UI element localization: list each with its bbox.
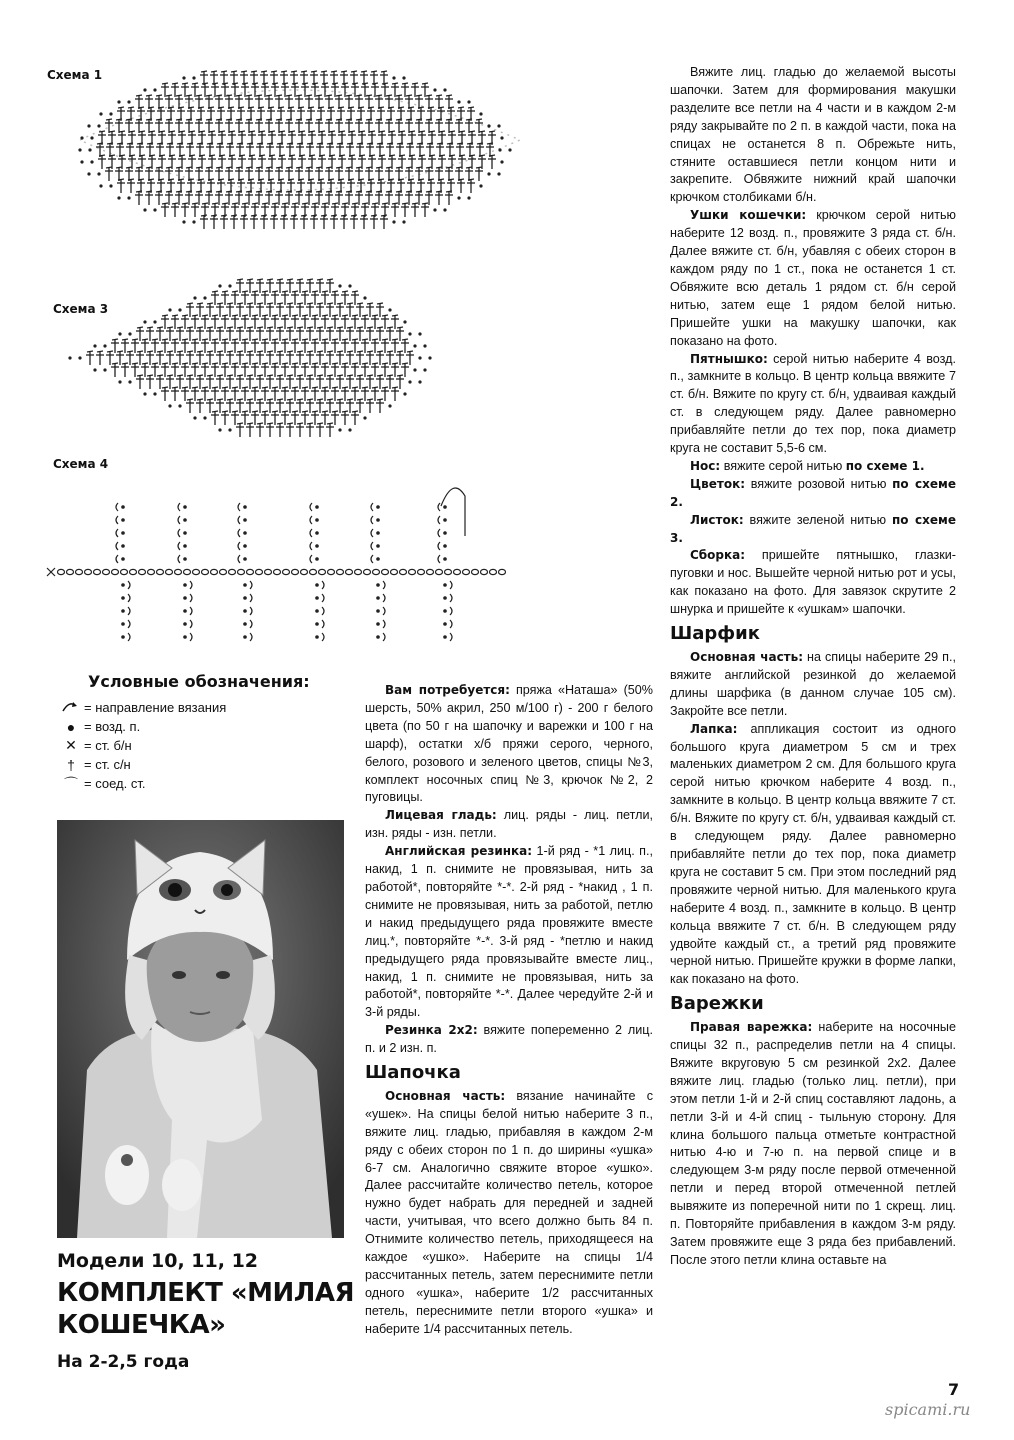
age-label: На 2-2,5 года: [57, 1352, 190, 1372]
paragraph-right-mitten: Правая варежка: наберите на носочные спицы 32 п., распределив петли на 4 спицы. Вяжите вкруговую 5 см резинкой 2х2. Далее вяжите лиц. гладью (только лиц. петли), при этом петли 1-й и 2-й спиц составляют ладонь, а петли 3-й и 4-й спиц - тыльную сторону. Для клина большого пальца отметьте контрастной нитью 4-ю и 7-ю п. на первой спице и в следующем 3-м ряду после первой отмеченной петли и перед второй отмеченной петлей вывяжите из поперечной нити по 1 скрещ. лиц. п. Повторяйте прибавления в каждом 3-м ряду. Затем провяжите еще 3 ряда без прибавлений. После этого петли клина оставьте на: [670, 1020, 956, 1267]
scheme-4-diagram: [45, 476, 515, 661]
legend-item: † = ст. с/н: [58, 755, 338, 774]
paragraph-spot: Пятнышко: серой нитью наберите 4 возд. п., замкните в кольцо. В центр кольца ввяжите 7 ст. б/н. Вяжите по кругу ст. б/н, удваивая каждый ст. в следующем ряду. Далее равномерно прибавляйте петли до тех пор, пока диаметр круга не составит 5,5-6 см.: [670, 351, 956, 456]
paragraph-stockinette: Лицевая гладь: лиц. ряды - лиц. петли, изн. ряды - изн. петли.: [365, 808, 654, 841]
paragraph-materials: Вам потребуется: пряжа «Наташа» (50% шерсть, 50% акрил, 250 м/100 г) - 200 г белого цвета (по 50 г на шапочку и варежки и 100 г на шарф), остатки х/б пряжи серого, черного, белого, розового и зеленого цветов, спицы №3, комплект носочных спиц №3, крючок №2, 2 пуговицы.: [365, 683, 653, 805]
paragraph-paw: Лапка: аппликация состоит из одного большого круга диаметром 5 см и трех маленьких диаметром 2 см. Для большого круга серой нитью крючком наберите 4 возд. п., замкните в кольцо. В центр кольца ввяжите 7 ст. б/н. Вяжите по кругу ст. б/н, удваивая каждый ст. в следующем ряду. Далее равномерно прибавляйте петли до тех пор, пока диаметр круга не составит 5 см. При этом последний ряд провяжите черной нитью. Для маленького круга наберите 4 возд. п., замкните в кольцо. В центр кольца ввяжите 7 ст. б/н. В следующем ряду удвойте каждый ст., а третий ряд провяжите черной нитью. Пришейте кружки в форме лапки, как показано на фото.: [670, 721, 956, 987]
heading-mittens: Варежки: [670, 993, 764, 1015]
legend-title: Условные обозначения:: [88, 672, 310, 691]
paragraph-hat-cont: Вяжите лиц. гладью до желаемой высоты шапочки. Затем для формирования макушки разделите все петли на 4 части и в каждом 2-м ряду закрывайте по 2 п. в каждой части, пока на спицах не останется 8 п. Обрежьте нить, стяните оставшиеся петли концом нити и закрепите. Обвяжите нижний край шапочки крючком столбиками б/н.: [670, 65, 956, 205]
dagger-icon: †: [67, 756, 75, 773]
middle-column: [365, 682, 653, 1339]
paragraph-leaf: Листок: вяжите зеленой нитью по схеме 3.: [670, 512, 956, 545]
scheme-1-label: Схема 1: [47, 68, 103, 82]
scheme-4-label: Схема 4: [53, 457, 109, 471]
legend-item: ● = возд. п.: [58, 717, 338, 736]
direction-arrow-icon: [58, 699, 84, 716]
watermark: spicami.ru: [885, 1400, 971, 1419]
heading-hat: Шапочка: [365, 1062, 461, 1084]
paragraph-scarf-main: Основная часть: на спицы наберите 29 п., вяжите английской резинкой до желаемой длины шарфика (в данном случае 105 см). Закройте все петли.: [670, 650, 956, 718]
paragraph-nose: Нос: вяжите серой нитью по схеме 1.: [690, 458, 925, 473]
scheme-3-label: Схема 3: [53, 302, 109, 316]
paragraph-hat-main: Основная часть: вязание начинайте с «ушек». На спицы белой нитью наберите 3 п., вяжите лиц. гладью, прибавляя в каждом 2-м ряду с обеих сторон по 1 п. до ширины «ушка» 6-7 см. Аналогично свяжите второе «ушко». Далее рассчитайте количество петель, которое нужно будет набрать для передней и задней части, учитывая, что всего должно быть 84 п. Отнимите количество петель, приходящееся на каждое «ушко». Наберите на спицы 1/4 рассчитанных петель, затем переснимите петли одного «ушка», наберите 1/2 рассчитанных петель, переснимите петли второго «ушка» и наберите 1/4 рассчитанных петель.: [365, 1088, 653, 1336]
child-in-cat-hat-image: [57, 820, 344, 1238]
paragraph-assembly: Сборка: пришейте пятнышко, глазки-пуговки и нос. Вышейте черной нитью рот и усы, как показано на фото. Для завязок скрутите 2 шнурка и пришейте к «ушкам» шапочки.: [670, 548, 956, 617]
legend-item: ⌒ = соед. ст.: [58, 774, 338, 793]
models-label: Модели 10, 11, 12: [57, 1250, 259, 1272]
chain-dot-icon: ●: [66, 718, 76, 735]
child-photo: [57, 820, 344, 1238]
set-title-line2: КОШЕЧКА»: [57, 1310, 226, 1340]
legend-item: ✕ = ст. б/н: [58, 736, 338, 755]
legend-item: = направление вязания: [58, 698, 338, 717]
page-number: 7: [948, 1380, 960, 1399]
paragraph-flower: Цветок: вяжите розовой нитью по схеме 2.: [670, 476, 956, 509]
paragraph-rib-2x2: Резинка 2х2: вяжите попеременно 2 лиц. п. и 2 изн. п.: [365, 1023, 653, 1056]
legend: [88, 672, 310, 691]
scheme-1-diagram: [60, 60, 540, 245]
paragraph-cat-ears: Ушки кошечки: крючком серой нитью наберите 12 возд. п., провяжите 3 ряда ст. б/н. Далее вяжите ст. б/н, убавляя с обеих сторон в каждом ряду по 1 ст., пока не останется 1 ст. Обвяжите всю деталь 1 рядом ст. б/н серой нитью, затем еще 1 рядом белой нитью. Пришейте ушки на макушку шапочки, как показано на фото.: [670, 208, 956, 348]
scheme-3-diagram: [60, 268, 520, 453]
set-title-line1: КОМПЛЕКТ «МИЛАЯ: [57, 1278, 355, 1308]
paragraph-english-rib: Английская резинка: 1-й ряд - *1 лиц. п., накид, 1 п. снимите не провязывая, нить за работой*, повторяйте *-*. 2-й ряд - *накид , 1 п. снимите не провязывая, нить за работой, петлю и накид предыдущего ряда провяжите вместе лиц.*, повторяйте *-*. 3-й ряд - *петлю и накид предыдущего ряда провязывайте вместе лиц., накид, 1 п. снимите не провязывая, нить за работой*, повторяйте *-*. Далее чередуйте 2-й и 3-й ряды.: [365, 844, 653, 1020]
legend-list: [58, 698, 338, 793]
arc-icon: ⌒: [64, 775, 78, 792]
heading-scarf: Шарфик: [670, 623, 760, 645]
cross-icon: ✕: [65, 737, 77, 753]
right-column: [670, 64, 956, 1270]
